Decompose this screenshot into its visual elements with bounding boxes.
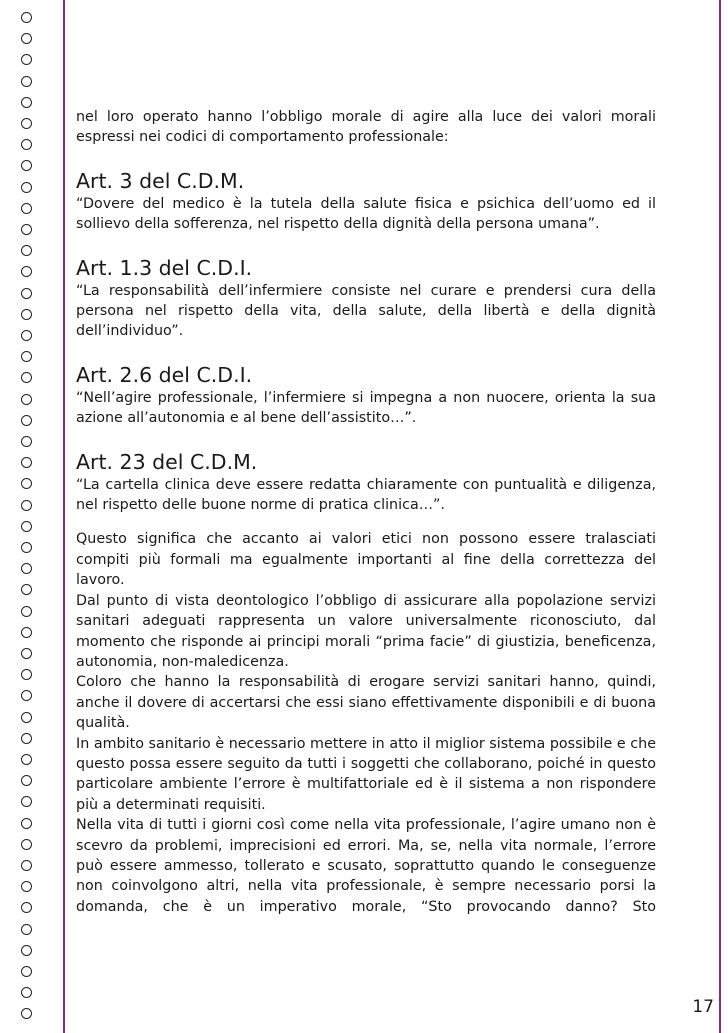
binder-ring-icon [21,796,32,807]
binder-ring-icon [21,712,32,723]
binder-ring-icon [21,118,32,129]
binder-ring-icon [21,33,32,44]
right-margin-line [719,0,721,1033]
article-quote: “Dovere del medico è la tutela della salute fisica e psichica dell’uomo ed il sollievo della sofferenza, nel rispetto della dignità della persona umana”. [76,195,656,233]
binder-ring-icon [21,584,32,595]
body-paragraph: In ambito sanitario è necessario mettere in atto il miglior sistema possibile e che questo possa essere seguito da tutti i soggetti che collaborano, poiché in questo particolare ambiente l’errore è multifattoriale ed è il sistema a non rispondere più a determinati requisiti. [76,735,656,813]
binder-ring-icon [21,415,32,426]
binder-ring-icon [21,775,32,786]
body-paragraph: Coloro che hanno la responsabilità di erogare servizi sanitari hanno, quindi, anche il dovere di accertarsi che essi siano effettivamente disponibili e di buona qualità. [76,674,656,732]
binder-ring-icon [21,881,32,892]
binder-ring-icon [21,669,32,680]
article-quote: “La cartella clinica deve essere redatta chiaramente con puntualità e diligenza, nel rispetto delle buone norme di pratica clinica…”. [76,476,656,514]
body-paragraph: Nella vita di tutti i giorni così come nella vita professionale, l’agire umano non è scevro da problemi, imprecisioni ed errori. Ma, se, nella vita normale, l’errore può essere ammesso, tollerato e scusato, soprattutto quando le conseguenze non coinvolgono altri, nella vita professionale, è sempre necessario porsi la domanda, che è un imperativo morale, “Sto provocando danno? Sto [76,817,656,915]
binder-ring-icon [21,542,32,553]
binder-ring-icon [21,690,32,701]
binder-ring-icon [21,76,32,87]
intro-paragraph: nel loro operato hanno l’obbligo morale di agire alla luce dei valori morali espressi nei codici di comportamento professionale: [76,109,656,146]
binder-ring-icon [21,203,32,214]
binder-ring-icon [21,224,32,235]
binder-ring-icon [21,648,32,659]
binder-ring-icon [21,436,32,447]
binder-ring-icon [21,478,32,489]
article-quote: “Nell’agire professionale, l’infermiere si impegna a non nuocere, orienta la sua azione all’autonomia e al bene dell’assistito…”. [76,389,656,427]
article-heading: Art. 2.6 del C.D.I. [76,362,253,387]
binder-ring-icon [21,627,32,638]
article-heading: Art. 3 del C.D.M. [76,168,245,193]
binder-ring-icon [21,245,32,256]
binder-ring-icon [21,309,32,320]
binder-ring-icon [21,54,32,65]
binder-ring-icon [21,330,32,341]
binder-ring-icon [21,500,32,511]
body-paragraph: Dal punto di vista deontologico l’obbligo di assicurare alla popolazione servizi sanitari adeguati rappresenta un valore universalmente riconosciuto, dal momento che risponde ai principi morali “prima facie” di giustizia, beneficenza, autonomia, non-maledicenza. [76,592,656,670]
binder-rings [0,0,48,1033]
binder-ring-icon [21,394,32,405]
article-quote: “La responsabilità dell’infermiere consiste nel curare e prendersi cura della persona nel rispetto della vita, della salute, della libertà e della dignità dell’individuo”. [76,282,656,340]
binder-ring-icon [21,1008,32,1019]
binder-ring-icon [21,160,32,171]
binder-ring-icon [21,457,32,468]
binder-ring-icon [21,860,32,871]
binder-ring-icon [21,139,32,150]
article-heading: Art. 23 del C.D.M. [76,449,258,474]
binder-ring-icon [21,182,32,193]
binder-ring-icon [21,372,32,383]
left-margin-line [63,0,65,1033]
binder-ring-icon [21,288,32,299]
binder-ring-icon [21,563,32,574]
binder-ring-icon [21,839,32,850]
binder-ring-icon [21,266,32,277]
body-paragraph: Questo significa che accanto ai valori etici non possono essere tralasciati compiti più formali ma egualmente importanti al fine della correttezza del lavoro. [76,531,656,589]
binder-ring-icon [21,924,32,935]
binder-ring-icon [21,818,32,829]
binder-ring-icon [21,754,32,765]
binder-ring-icon [21,987,32,998]
page-number: 17 [692,997,714,1017]
binder-ring-icon [21,902,32,913]
binder-ring-icon [21,351,32,362]
binder-ring-icon [21,966,32,977]
binder-ring-icon [21,733,32,744]
binder-ring-icon [21,12,32,23]
binder-ring-icon [21,606,32,617]
page-content [76,107,656,917]
binder-ring-icon [21,97,32,108]
binder-ring-icon [21,521,32,532]
article-heading: Art. 1.3 del C.D.I. [76,255,253,280]
binder-ring-icon [21,945,32,956]
